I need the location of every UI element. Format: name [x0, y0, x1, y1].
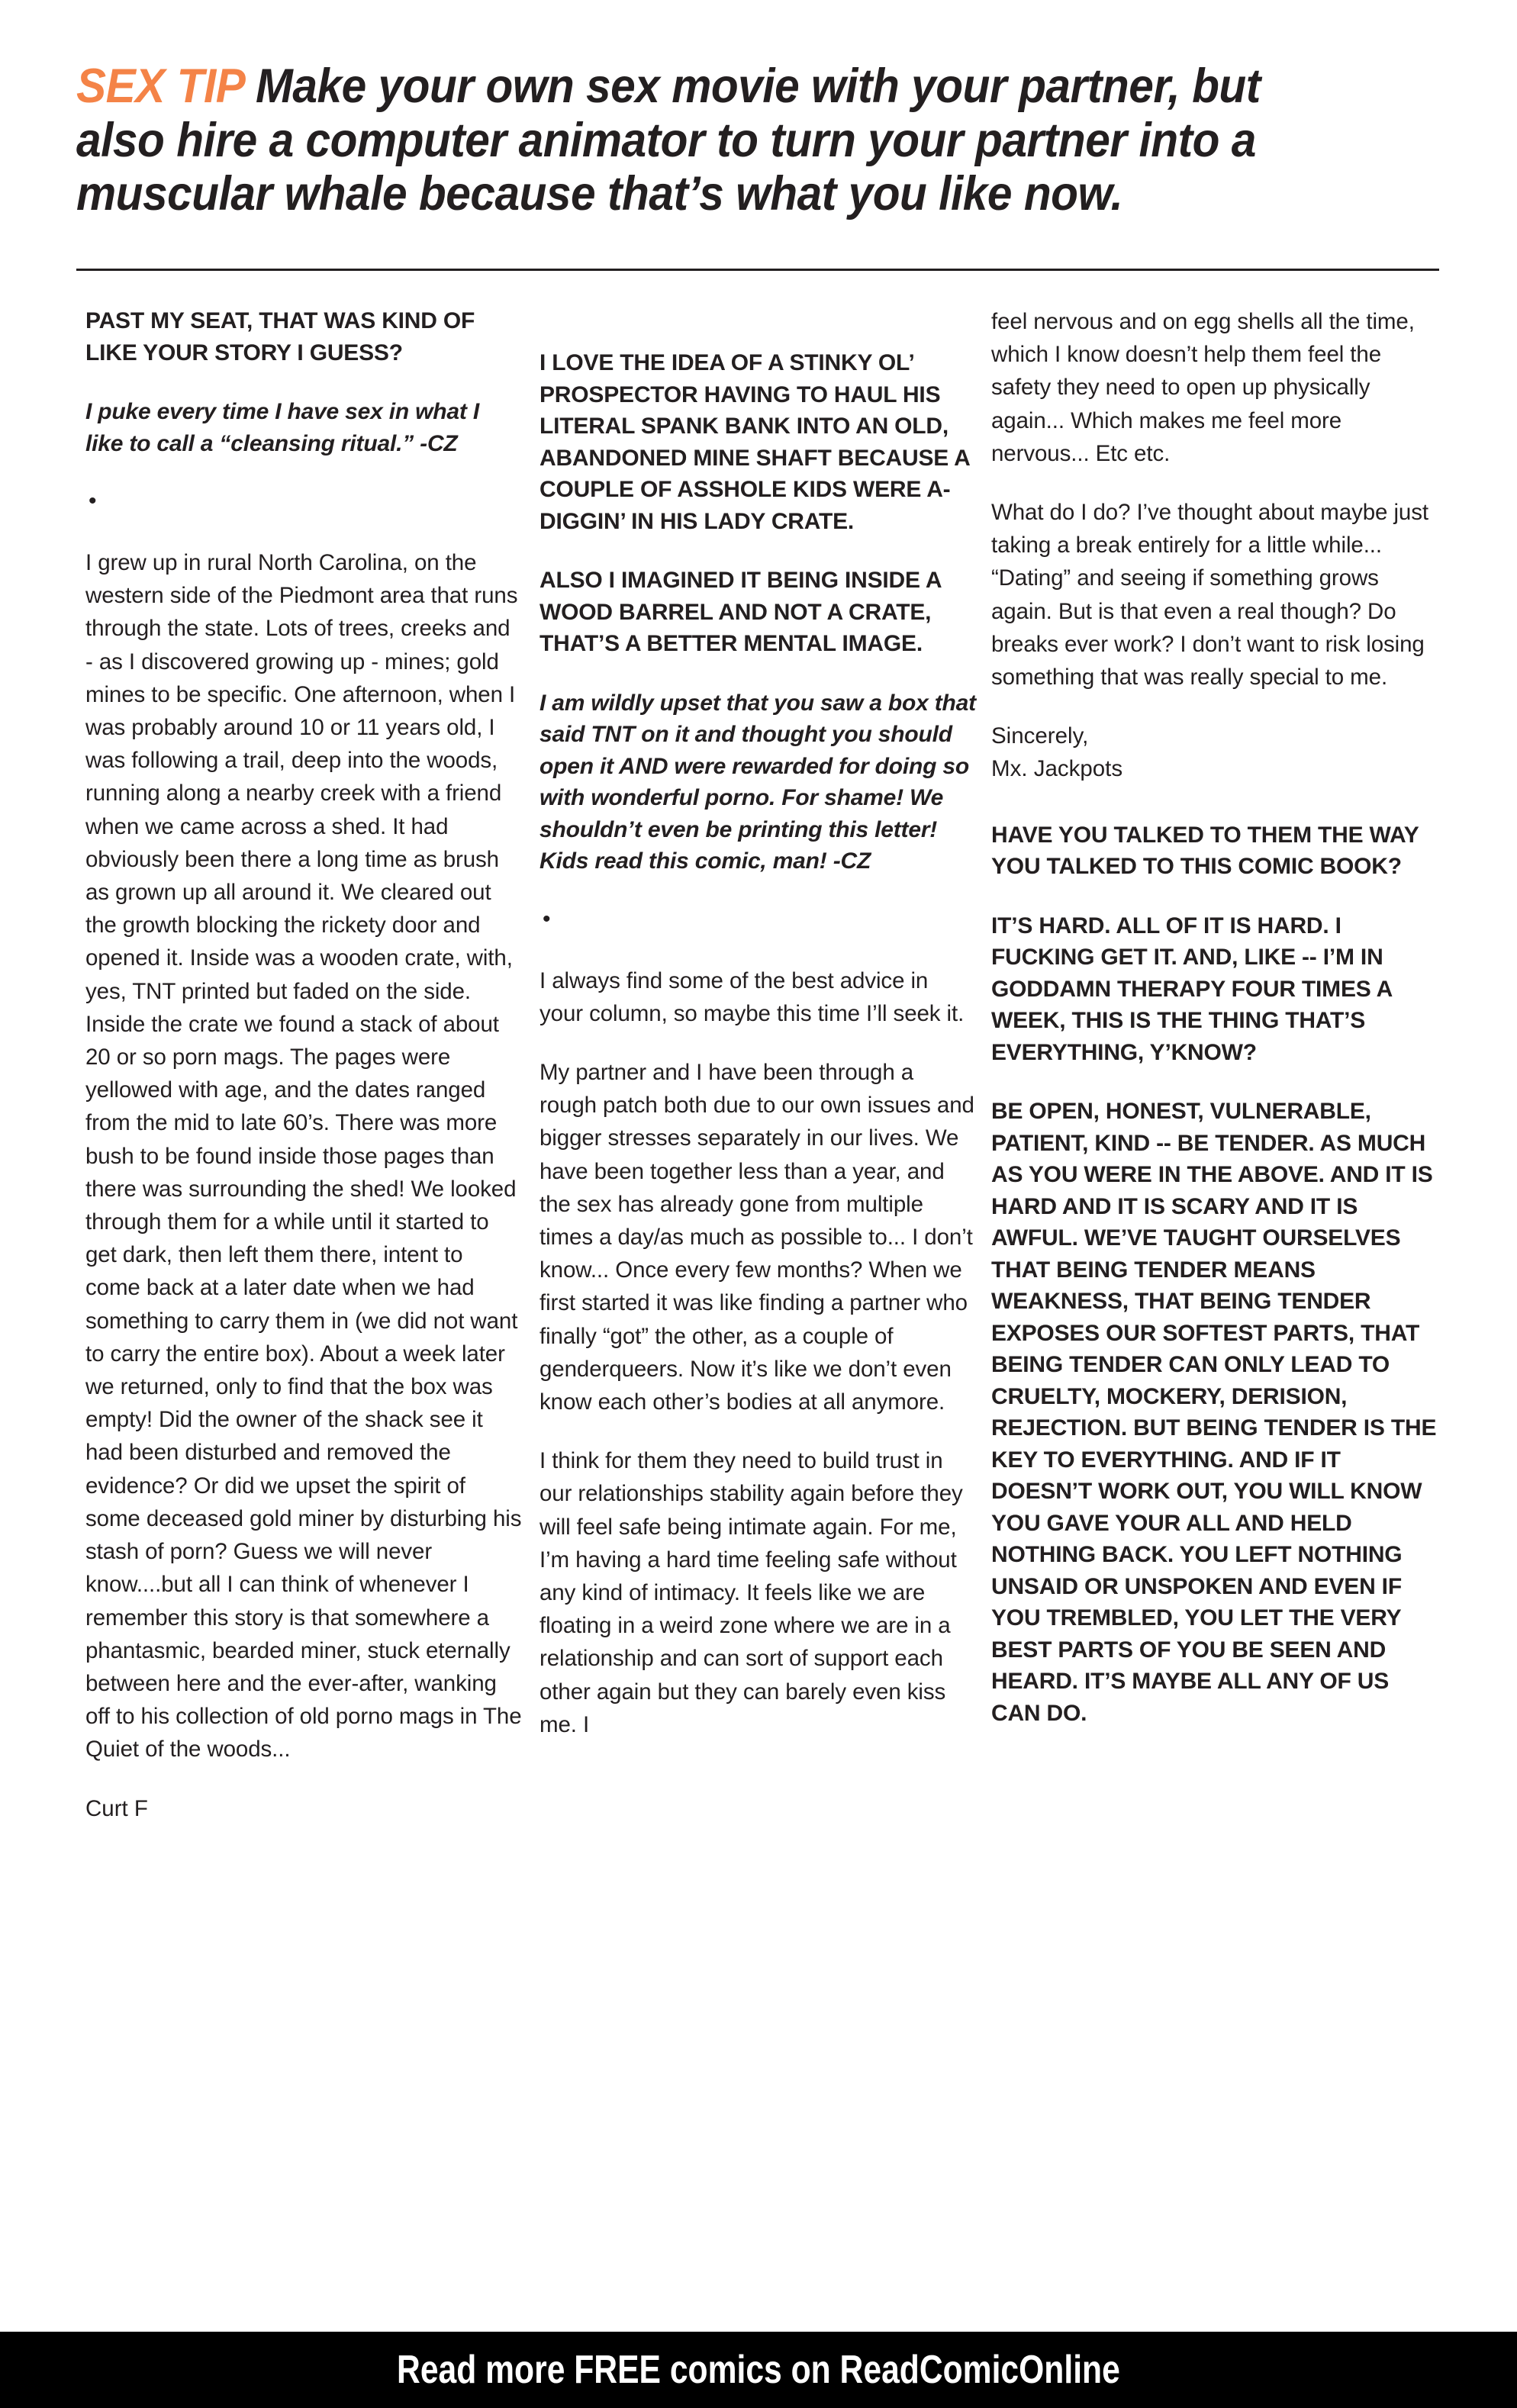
- letter-signoff-sincerely: Sincerely,: [991, 723, 1089, 749]
- letter-body-gold-mines: I grew up in rural North Carolina, on the western side of the Piedmont area that runs through the state. Lots of trees, creeks and - as I discovered growing up - mines; gold mines to be specific. One afternoon, when I was probably around 10 or 11 years old, I was following a trail, deep into the woods, running along a nearby creek with a friend when we came across a shed. It had obviously been there a long time as brush as grown up all around it. We cleared out the growth blocking the rickety door and opened it. Inside was a wooden crate, with, yes, TNT printed but faded on the side. Inside the crate we found a stack of about 20 or so porn mags. The pages were yellowed with age, and the dates ranged from the mid to late 60’s. There was more bush to be found inside those pages than there was surrounding the shed! We looked through them for a while until it started to get dark, then left them there, intent to come back at a later date when we had something to carry them in (we did not want to carry the entire box). About a week later we returned, only to find that the box was empty! Did the owner of the shack see it had been disturbed and removed the evidence? Or did we upset the spirit of some deceased gold miner by disturbing his stash of porn? Guess we will never know....but all I can think of whenever I remember this story is that somewhere a phantasmic, bearded miner, stuck eternally between here and the ever-after, wanking off to his collection of old porno mags in The Quiet of the woods...: [85, 550, 522, 1763]
- letters-columns: [76, 305, 1442, 2228]
- letter-para-egg-shells: feel nervous and on egg shells all the time, which I know doesn’t help them feel the safety they need to open up physically again... Which makes me feel more nervous... Etc etc.: [991, 309, 1415, 466]
- reply-heading-its-hard: IT’S HARD. ALL OF IT IS HARD. I FUCKING GET IT. AND, LIKE -- I’M IN GODDAMN THERAPY FOUR TIMES A WEEK, THIS IS THE THING THAT’S EVERYTHING, Y’KNOW?: [991, 913, 1392, 1065]
- footer-banner-text: Read more FREE comics on ReadComicOnline: [397, 2348, 1120, 2392]
- reply-heading-have-you-talked: HAVE YOU TALKED TO THEM THE WAY YOU TALKED TO THIS COMIC BOOK?: [991, 822, 1419, 880]
- letter-signoff-name: Mx. Jackpots: [991, 756, 1123, 782]
- letter-para-best-advice: I always find some of the best advice in your column, so maybe this time I’ll seek it.: [539, 967, 965, 1026]
- sex-tip-line-1: [76, 60, 1347, 114]
- footer-banner[interactable]: [0, 2332, 1517, 2408]
- section-bullet-divider: •: [89, 488, 97, 513]
- section-bullet-divider-two: •: [543, 906, 551, 932]
- reply-italic-tnt-box: I am wildly upset that you saw a box that said TNT on it and thought you should open it AND were rewarded for doing so with wonderful porno. For shame! We shouldn’t even be printing this letter! Kids read this comic, man! -CZ: [539, 690, 976, 874]
- letter-para-rough-patch: My partner and I have been through a rough patch both due to our own issues and bigger stresses separately in our lives. We have been together less than a year, and the sex has already gone from multiple times a day/as much as possible to... I don’t know... Once every few months? When we first started it was like finding a partner who finally “got” the other, as a couple of genderqueers. Now it’s like we don’t even know each other’s bodies at all anymore.: [539, 1059, 974, 1415]
- letter-signoff-block: [991, 720, 1441, 785]
- letter-para-what-do-i-do: What do I do? I’ve thought about maybe just taking a break entirely for a little while... “Dating” and seeing if something grows again. But is that even a real though? Do breaks ever work? I don’t want to risk losing something that was really special to me.: [991, 500, 1428, 691]
- reply-heading-stinky-prospector: I LOVE THE IDEA OF A STINKY OL’ PROSPECTOR HAVING TO HAUL HIS LITERAL SPANK BANK INTO AN OLD, ABANDONED MINE SHAFT BECAUSE A COUPLE OF ASSHOLE KIDS WERE A-DIGGIN’ IN HIS LADY CRATE.: [539, 350, 970, 534]
- sex-tip-header: [76, 60, 1442, 221]
- column-two: [539, 347, 977, 1767]
- column-three: [991, 305, 1441, 1756]
- reply-heading-wood-barrel: ALSO I IMAGINED IT BEING INSIDE A WOOD BARREL AND NOT A CRATE, THAT’S A BETTER MENTAL IMAGE.: [539, 568, 942, 656]
- letter-signature-curt-f: Curt F: [85, 1795, 148, 1821]
- sex-tip-text-1: Make your own sex movie with your partner, but: [243, 60, 1261, 113]
- sex-tip-line-3: muscular whale because that’s what you like now.: [76, 167, 1123, 221]
- reply-heading-past-my-seat: PAST MY SEAT, THAT WAS KIND OF LIKE YOUR STORY I GUESS?: [85, 308, 475, 365]
- column-one: [85, 305, 523, 1851]
- sex-tip-label: SEX TIP: [76, 60, 244, 113]
- reply-italic-cleansing-ritual: I puke every time I have sex in what I like to call a “cleansing ritual.” -CZ: [85, 399, 479, 456]
- sex-tip-line-2: also hire a computer animator to turn your partner into a: [76, 113, 1256, 167]
- reply-heading-be-tender: BE OPEN, HONEST, VULNERABLE, PATIENT, KIND -- BE TENDER. AS MUCH AS YOU WERE IN THE ABOVE. AND IT IS HARD AND IT IS SCARY AND IT IS AWFUL. WE’VE TAUGHT OURSELVES THAT BEING TENDER MEANS WEAKNESS, THAT BEING TENDER EXPOSES OUR SOFTEST PARTS, THAT BEING TENDER CAN ONLY LEAD TO CRUELTY, MOCKERY, DERISION, REJECTION. BUT BEING TENDER IS THE KEY TO EVERYTHING. AND IF IT DOESN’T WORK OUT, YOU WILL KNOW YOU GAVE YOUR ALL AND HELD NOTHING BACK. YOU LEFT NOTHING UNSAID OR UNSPOKEN AND EVEN IF YOU TREMBLED, YOU LET THE VERY BEST PARTS OF YOU BE SEEN AND HEARD. IT’S MAYBE ALL ANY OF US CAN DO.: [991, 1099, 1437, 1726]
- letter-para-build-trust: I think for them they need to build trust in our relationships stability again before they will feel safe being intimate again. For me, I’m having a hard time feeling safe without any kind of intimacy. It feels like we are floating in a weird zone where we are in a relationship and can sort of support each other again but they can barely even kiss me. I: [539, 1448, 963, 1737]
- header-divider-rule: [76, 269, 1439, 271]
